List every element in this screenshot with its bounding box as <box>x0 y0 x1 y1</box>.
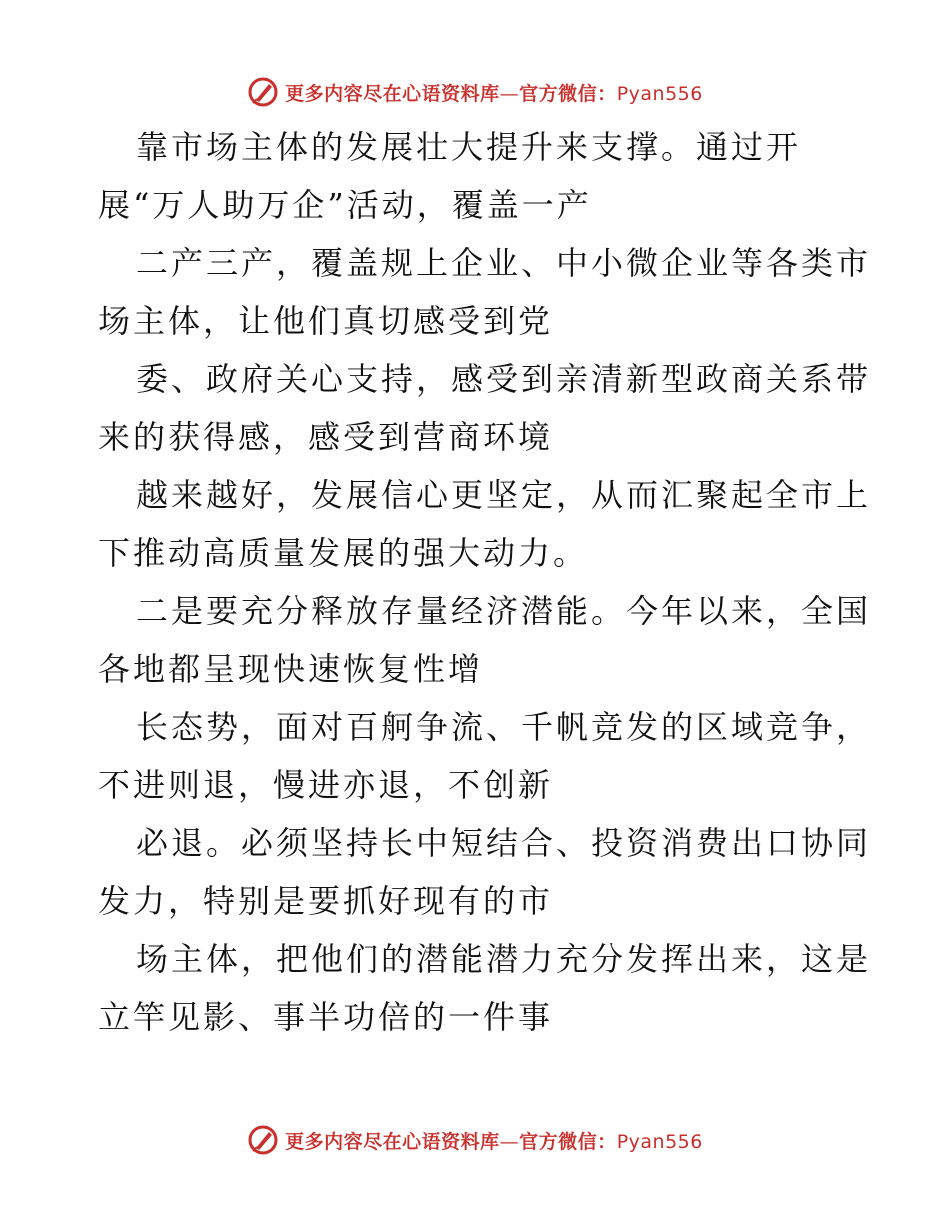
text-line: 来的获得感，感受到营商环境 <box>98 418 554 456</box>
quill-logo-icon <box>247 1124 279 1156</box>
banner-wechat-handle: Pyan556 <box>616 82 703 105</box>
text-line: 立竿见影、事半功倍的一件事 <box>98 998 554 1036</box>
text-line: 必退。必须坚持长中短结合、投资消费出口协同 <box>136 824 872 862</box>
banner-text <box>285 79 703 106</box>
text-line: 靠市场主体的发展壮大提升来支撑。通过开 <box>136 128 802 166</box>
text-line: 场主体，让他们真切感受到党 <box>98 302 554 340</box>
banner-wechat-handle: Pyan556 <box>616 1130 703 1153</box>
text-line: 各地都呈现快速恢复性增 <box>98 650 484 688</box>
text-line: 越来越好，发展信心更坚定，从而汇聚起全市上 <box>136 476 872 514</box>
footer-banner <box>0 1120 950 1160</box>
banner-site-name: 更多内容尽在心语资料库 <box>285 82 500 105</box>
text-line: 委、政府关心支持，感受到亲清新型政商关系带 <box>136 360 872 398</box>
text-line: 场主体，把他们的潜能潜力充分发挥出来，这是 <box>136 940 872 978</box>
banner-site-name: 更多内容尽在心语资料库 <box>285 1130 500 1153</box>
text-line: 二产三产，覆盖规上企业、中小微企业等各类市 <box>136 244 872 282</box>
text-line: 下推动高质量发展的强大动力。 <box>98 534 589 572</box>
quill-logo-icon <box>247 76 279 108</box>
document-body <box>98 118 872 1046</box>
banner-text <box>285 1127 703 1154</box>
banner-wechat-label: 官方微信： <box>519 1130 617 1153</box>
header-banner <box>0 72 950 112</box>
text-line: 二是要充分释放存量经济潜能。今年以来，全国 <box>136 592 872 630</box>
text-line: 展“万人助万企”活动，覆盖一产 <box>98 186 592 224</box>
banner-dash: — <box>499 82 520 105</box>
text-line: 长态势，面对百舸争流、千帆竞发的区域竞争， <box>136 708 872 746</box>
text-line: 不进则退，慢进亦退，不创新 <box>98 766 554 804</box>
text-line: 发力，特别是要抓好现有的市 <box>98 882 554 920</box>
banner-wechat-label: 官方微信： <box>519 82 617 105</box>
banner-dash: — <box>499 1130 520 1153</box>
